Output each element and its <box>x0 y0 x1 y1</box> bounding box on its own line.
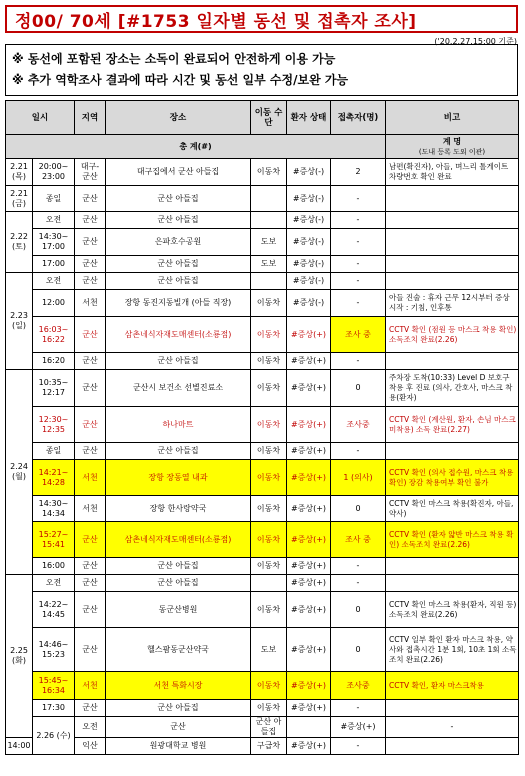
remarks-cell: 아들 진술 : 휴자 근무 12시부터 증상 시작 : 기침, 인후통 <box>386 290 519 317</box>
remarks-cell <box>386 273 519 290</box>
header-transport: 이동 수단 <box>251 101 287 135</box>
place-cell: 서천 특화시장 <box>106 672 251 700</box>
status-cell: #증상(+) <box>287 522 331 558</box>
contacts-cell: 조사중 <box>331 672 386 700</box>
region-cell: 군산 <box>75 700 106 717</box>
date-cell: 2.24 (월) <box>6 370 33 575</box>
contacts-cell: 0 <box>331 370 386 407</box>
notice-line: ※ 동선에 포함된 장소는 소독이 완료되어 안전하게 이용 가능 <box>12 52 336 66</box>
region-cell: 군산 <box>75 522 106 558</box>
time-cell: 16:20 <box>33 353 75 370</box>
table-row <box>6 628 519 672</box>
place-cell: 군산 아들집 <box>106 575 251 592</box>
contacts-cell: - <box>331 212 386 229</box>
table-row <box>6 229 519 256</box>
remarks-cell: CCTV 확인 (계산원, 환자, 손님 마스크 미착용) 소독 완료(2.27) <box>386 407 519 443</box>
status-cell: #증상(+) <box>287 370 331 407</box>
place-cell: 군산 아들집 <box>106 558 251 575</box>
remarks-cell <box>386 558 519 575</box>
remarks-cell: CCTV 확인, 환자 마스크착용 <box>386 672 519 700</box>
transport-cell: 도보 <box>251 628 287 672</box>
remarks-cell <box>386 443 519 460</box>
time-cell: 15:27~ 15:41 <box>33 522 75 558</box>
date-cell: 2.22 (토) <box>6 212 33 273</box>
region-cell: 군산 <box>75 370 106 407</box>
region-cell: 군산 <box>75 628 106 672</box>
transport-cell <box>251 212 287 229</box>
place-cell: 군산시 보건소 선별진료소 <box>106 370 251 407</box>
contacts-cell: - <box>331 575 386 592</box>
table-row <box>6 407 519 443</box>
place-cell: 삼촌네식자재도매센터(소룡점) <box>106 317 251 353</box>
notice-box <box>5 44 518 96</box>
time-cell: 16:00 <box>33 558 75 575</box>
remarks-cell: CCTV 확인 (의사 접수원, 마스크 착용 확인) 장감 착용여부 확인 불가 <box>386 460 519 496</box>
table-row <box>6 558 519 575</box>
transport-cell: 이동차 <box>251 522 287 558</box>
table-row <box>6 717 519 738</box>
remarks-cell <box>386 212 519 229</box>
time-cell: 15:45~ 16:34 <box>33 672 75 700</box>
contacts-cell: - <box>331 229 386 256</box>
remarks-cell <box>386 229 519 256</box>
status-cell: #증상(+) <box>287 672 331 700</box>
region-cell: 서천 <box>75 672 106 700</box>
transport-cell: 이동차 <box>251 443 287 460</box>
transport-cell <box>251 575 287 592</box>
region-cell: 군산 <box>75 592 106 628</box>
status-cell: #증상(-) <box>287 212 331 229</box>
transport-cell: 이동차 <box>251 353 287 370</box>
table-row <box>6 522 519 558</box>
time-cell: 종일 <box>33 186 75 212</box>
region-cell: 군산 <box>75 186 106 212</box>
transport-cell: 이동차 <box>251 159 287 186</box>
time-cell: 오전 <box>33 273 75 290</box>
time-cell: 20:00~ 23:00 <box>33 159 75 186</box>
remarks-cell: CCTV 확인 마스크 착용(확진자, 아들, 약사) <box>386 496 519 522</box>
table-row <box>6 186 519 212</box>
place-cell: 장항 한사랑약국 <box>106 496 251 522</box>
notice-line: ※ 추가 역학조사 결과에 따라 시간 및 동선 일부 수정/보완 가능 <box>12 73 349 87</box>
schedule-table <box>5 100 519 755</box>
table-row <box>6 738 519 755</box>
region-cell: 군산 <box>75 558 106 575</box>
time-cell: 오전 <box>33 212 75 229</box>
contacts-cell: - <box>331 700 386 717</box>
transport-cell: 이동차 <box>251 317 287 353</box>
table-row <box>6 212 519 229</box>
transport-cell: 구급차 <box>251 738 287 755</box>
status-cell: #증상(-) <box>287 273 331 290</box>
region-cell: 군산 <box>106 717 251 738</box>
status-cell: #증상(-) <box>287 256 331 273</box>
table-row <box>6 575 519 592</box>
transport-cell: 이동차 <box>251 370 287 407</box>
time-cell: 14:46~ 15:23 <box>33 628 75 672</box>
remarks-cell <box>386 700 519 717</box>
time-cell: 오전 <box>33 575 75 592</box>
table-row <box>6 592 519 628</box>
transport-cell <box>251 273 287 290</box>
contacts-cell: - <box>331 186 386 212</box>
contacts-cell: - <box>386 717 519 738</box>
place-cell: 삼촌네식자재도매센터(소룡점) <box>106 522 251 558</box>
header-contacts: 접촉자(명) <box>331 101 386 135</box>
region-cell: 군산 <box>75 353 106 370</box>
time-cell: 14:22~ 14:45 <box>33 592 75 628</box>
region-cell: 군산 <box>75 256 106 273</box>
region-cell: 서천 <box>75 460 106 496</box>
status-cell: #증상(-) <box>287 290 331 317</box>
total-row <box>6 135 519 159</box>
place-cell: 은파호수공원 <box>106 229 251 256</box>
place-cell: 군산 아들집 <box>106 273 251 290</box>
place-cell: 군산 아들집 <box>106 256 251 273</box>
time-cell: 오전 <box>75 717 106 738</box>
remarks-cell <box>386 575 519 592</box>
total-label: 총 계(#) <box>6 135 386 159</box>
status-cell: #증상(-) <box>287 186 331 212</box>
place-cell: 군산 아들집 <box>106 186 251 212</box>
header-region: 지역 <box>75 101 106 135</box>
contacts-cell: 0 <box>331 592 386 628</box>
transport-cell: 이동차 <box>251 290 287 317</box>
place-cell: 장항 장동열 내과 <box>106 460 251 496</box>
region-cell: 군산 <box>75 443 106 460</box>
time-cell: 16:03~ 16:22 <box>33 317 75 353</box>
table-row <box>6 496 519 522</box>
contacts-cell: - <box>331 558 386 575</box>
status-cell: #증상(+) <box>287 700 331 717</box>
place-cell: 동군산병원 <box>106 592 251 628</box>
status-cell: #증상(+) <box>287 592 331 628</box>
region-cell: 서천 <box>75 496 106 522</box>
date-cell: 2.26 (수) <box>33 717 75 755</box>
status-cell: #증상(-) <box>287 229 331 256</box>
transport-cell: 이동차 <box>251 407 287 443</box>
place-cell: 군산 아들집 <box>106 353 251 370</box>
status-cell: #증상(+) <box>287 738 331 755</box>
place-cell: 하나마트 <box>106 407 251 443</box>
transport-cell <box>287 717 331 738</box>
as-of-date: ('20.2.27.15:00 기준) <box>434 37 517 46</box>
date-cell: 2.25 (화) <box>6 575 33 738</box>
table-row <box>6 290 519 317</box>
contacts-cell: - <box>331 290 386 317</box>
transport-cell: 이동차 <box>251 460 287 496</box>
transport-cell <box>251 186 287 212</box>
region-cell: 군산 <box>75 575 106 592</box>
header-date: 일시 <box>6 101 75 135</box>
transport-cell: 이동차 <box>251 558 287 575</box>
region-cell: 익산 <box>75 738 106 755</box>
contacts-cell: 0 <box>331 628 386 672</box>
date-cell: 2.21 (금) <box>6 186 33 212</box>
region-cell: 군산 <box>75 229 106 256</box>
status-cell: #증상(+) <box>287 317 331 353</box>
transport-cell: 이동차 <box>251 672 287 700</box>
place-cell: 헬스팜동군산약국 <box>106 628 251 672</box>
contacts-cell: - <box>331 256 386 273</box>
contacts-cell: 1 (의사) <box>331 460 386 496</box>
status-cell: #증상(-) <box>287 159 331 186</box>
contacts-cell: - <box>331 738 386 755</box>
time-cell: 12:00 <box>33 290 75 317</box>
table-row <box>6 370 519 407</box>
transport-cell: 이동차 <box>251 700 287 717</box>
time-cell: 17:00 <box>33 256 75 273</box>
table-row <box>6 159 519 186</box>
table-row <box>6 256 519 273</box>
time-cell: 17:30 <box>33 700 75 717</box>
contacts-cell: 조사 중 <box>331 522 386 558</box>
header-status: 환자 상태 <box>287 101 331 135</box>
remarks-cell: 주차장 도착(10:33) Level D 보호구 착용 후 진료 (의사, 간호사, 마스크 착용(환자) <box>386 370 519 407</box>
region-cell: 서천 <box>75 290 106 317</box>
transport-cell: 이동차 <box>251 496 287 522</box>
time-cell: 종일 <box>33 443 75 460</box>
place-cell: 군산 아들집 <box>106 212 251 229</box>
remarks-cell: CCTV 일부 확인 환자 마스크 착용, 약사와 접촉시간 1분 1회, 10초 1회 소독조치 완료(2.26) <box>386 628 519 672</box>
transport-cell: 이동차 <box>251 592 287 628</box>
table-row <box>6 273 519 290</box>
status-cell: #증상(+) <box>287 407 331 443</box>
region-cell: 군산 <box>75 317 106 353</box>
remarks-cell <box>386 738 519 755</box>
region-cell: 군산 <box>75 212 106 229</box>
table-row <box>6 317 519 353</box>
date-cell: 2.21 (목) <box>6 159 33 186</box>
table-row <box>6 460 519 496</box>
total-remarks <box>386 135 519 159</box>
region-cell: 대구- 군산 <box>75 159 106 186</box>
status-cell: #증상(+) <box>287 496 331 522</box>
place-cell: 장항 동진지동빌개 (아들 직장) <box>106 290 251 317</box>
status-cell: #증상(+) <box>287 460 331 496</box>
date-cell: 2.23 (일) <box>6 273 33 370</box>
remarks-cell: CCTV 확인 마스크 착용(환자, 직원 등) 소독조치 완료(2.26) <box>386 592 519 628</box>
place-cell: 군산 아들집 <box>251 717 287 738</box>
table-row <box>6 700 519 717</box>
status-cell: #증상(+) <box>331 717 386 738</box>
total-remarks-sub: (도내 등록 도외 이관) <box>418 147 486 156</box>
table-row <box>6 443 519 460</box>
contacts-cell: 조사 중 <box>331 317 386 353</box>
transport-cell: 도보 <box>251 229 287 256</box>
time-cell: 10:35~ 12:17 <box>33 370 75 407</box>
page-title: 정00/ 70세 [#1753 일자별 동선 및 접촉자 조사] <box>5 5 518 33</box>
time-cell: 14:30~ 17:00 <box>33 229 75 256</box>
region-cell: 군산 <box>75 273 106 290</box>
remarks-cell: CCTV 확인 (환자 얇반 마스크 착용 확인) 소독조치 완료(2.26) <box>386 522 519 558</box>
contacts-cell: 2 <box>331 159 386 186</box>
contacts-cell: - <box>331 443 386 460</box>
transport-cell: 도보 <box>251 256 287 273</box>
time-cell: 14:00 <box>6 738 33 755</box>
status-cell: #증상(+) <box>287 558 331 575</box>
remarks-cell <box>386 186 519 212</box>
contacts-cell: - <box>331 273 386 290</box>
time-cell: 14:21~ 14:28 <box>33 460 75 496</box>
contacts-cell: 0 <box>331 496 386 522</box>
status-cell: #증상(+) <box>287 353 331 370</box>
remarks-cell: 남편(확진자), 아들, 며느리 톨게이트 차량번호 확인 완료 <box>386 159 519 186</box>
table-row <box>6 672 519 700</box>
remarks-cell <box>386 256 519 273</box>
total-remarks-main: 계 명 <box>442 136 462 146</box>
header-row <box>6 101 519 135</box>
table-row <box>6 353 519 370</box>
time-cell: 14:30~ 14:34 <box>33 496 75 522</box>
contacts-cell: 조사중 <box>331 407 386 443</box>
place-cell: 원광대학교 병원 <box>106 738 251 755</box>
place-cell: 대구집에서 군산 아들집 <box>106 159 251 186</box>
status-cell: #증상(+) <box>287 443 331 460</box>
region-cell: 군산 <box>75 407 106 443</box>
remarks-cell <box>386 353 519 370</box>
place-cell: 군산 아들집 <box>106 700 251 717</box>
header-place: 장소 <box>106 101 251 135</box>
header-remarks: 비고 <box>386 101 519 135</box>
status-cell: #증상(+) <box>287 628 331 672</box>
place-cell: 군산 아들집 <box>106 443 251 460</box>
remarks-cell: CCTV 확인 (점원 등 마스크 착용 확인) 소독조치 완료(2.26) <box>386 317 519 353</box>
time-cell: 12:30~ 12:35 <box>33 407 75 443</box>
contacts-cell: - <box>331 353 386 370</box>
status-cell: #증상(+) <box>287 575 331 592</box>
